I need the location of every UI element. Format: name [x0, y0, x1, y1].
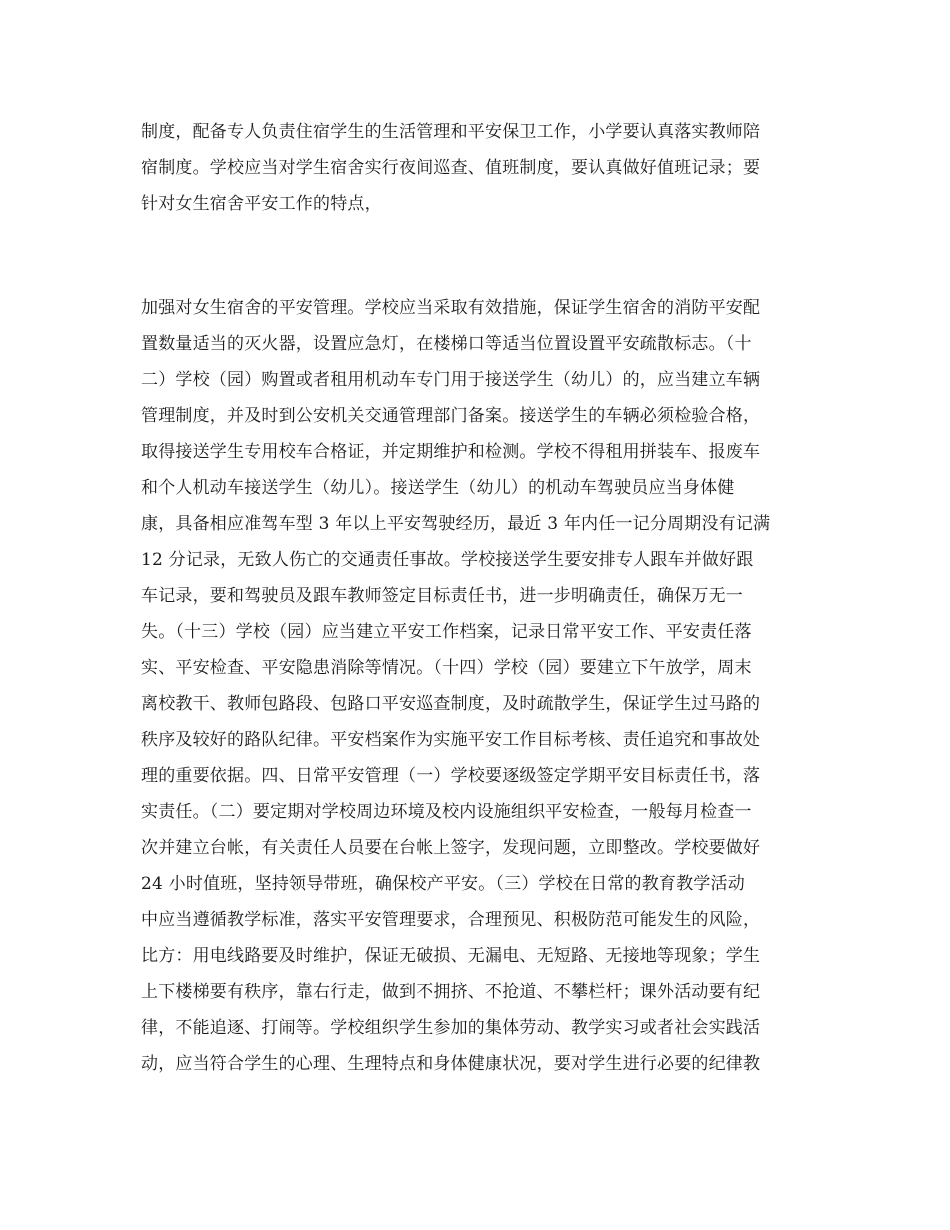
text-line: 秩序及较好的路队纪律。平安档案作为实施平安工作目标考核、责任追究和事故处 — [141, 730, 761, 750]
text-line: 取得接送学生专用校车合格证，并定期维护和检测。学校不得租用拼装车、报废车 — [141, 442, 761, 462]
text-line: 管理制度，并及时到公安机关交通管理部门备案。接送学生的车辆必须检验合格， — [141, 406, 761, 426]
text-line: 车记录，要和驾驶员及跟车教师签定目标责任书，进一步明确责任，确保万无一 — [141, 586, 743, 606]
text-line: 实、平安检查、平安隐患消除等情况。（十四）学校（园）要建立下午放学，周末 — [141, 658, 752, 678]
text-line: 置数量适当的灭火器，设置应急灯，在楼梯口等适当位置设置平安疏散标志。（十 — [141, 334, 752, 354]
text-line: 律，不能追逐、打闹等。学校组织学生参加的集体劳动、教学实习或者社会实践活 — [141, 1018, 761, 1038]
text-line: 针对女生宿舍平安工作的特点， — [141, 194, 382, 214]
paragraph-2 — [141, 290, 821, 1082]
text-line: 比方：用电线路要及时维护，保证无破损、无漏电、无短路、无接地等现象；学生 — [141, 946, 761, 966]
text-line: 上下楼梯要有秩序，靠右行走，做到不拥挤、不抢道、不攀栏杆；课外活动要有纪 — [141, 982, 761, 1002]
text-line: 12 分记录，无致人伤亡的交通责任事故。学校接送学生要安排专人跟车并做好跟 — [141, 550, 754, 570]
text-line: 二）学校（园）购置或者租用机动车专门用于接送学生（幼儿）的，应当建立车辆 — [141, 370, 761, 390]
text-line: 康，具备相应准驾车型 3 年以上平安驾驶经历，最近 3 年内任一记分周期没有记满 — [141, 514, 771, 534]
text-line: 宿制度。学校应当对学生宿舍实行夜间巡查、值班制度，要认真做好值班记录；要 — [141, 158, 761, 178]
text-line: 和个人机动车接送学生（幼儿）。接送学生（幼儿）的机动车驾驶员应当身体健 — [141, 478, 735, 498]
text-line: 实责任。（二）要定期对学校周边环境及校内设施组织平安检查，一般每月检查一 — [141, 802, 752, 822]
text-line: 动，应当符合学生的心理、生理特点和身体健康状况，要对学生进行必要的纪律教 — [141, 1054, 761, 1074]
text-line: 中应当遵循教学标准，落实平安管理要求，合理预见、积极防范可能发生的风险， — [141, 910, 761, 930]
text-line: 制度，配备专人负责住宿学生的生活管理和平安保卫工作，小学要认真落实教师陪 — [141, 122, 761, 142]
text-line: 离校教干、教师包路段、包路口平安巡查制度，及时疏散学生，保证学生过马路的 — [141, 694, 761, 714]
text-line: 理的重要依据。四、日常平安管理（一）学校要逐级签定学期平安目标责任书，落 — [141, 766, 761, 786]
text-line: 24 小时值班，坚持领导带班，确保校产平安。（三）学校在日常的教育教学活动 — [141, 874, 745, 894]
text-line: 次并建立台帐，有关责任人员要在台帐上签字，发现问题，立即整改。学校要做好 — [141, 838, 761, 858]
text-line: 失。（十三）学校（园）应当建立平安工作档案，记录日常平安工作、平安责任落 — [141, 622, 752, 642]
text-line: 加强对女生宿舍的平安管理。学校应当采取有效措施，保证学生宿舍的消防平安配 — [141, 298, 761, 318]
paragraph-1 — [141, 114, 821, 222]
